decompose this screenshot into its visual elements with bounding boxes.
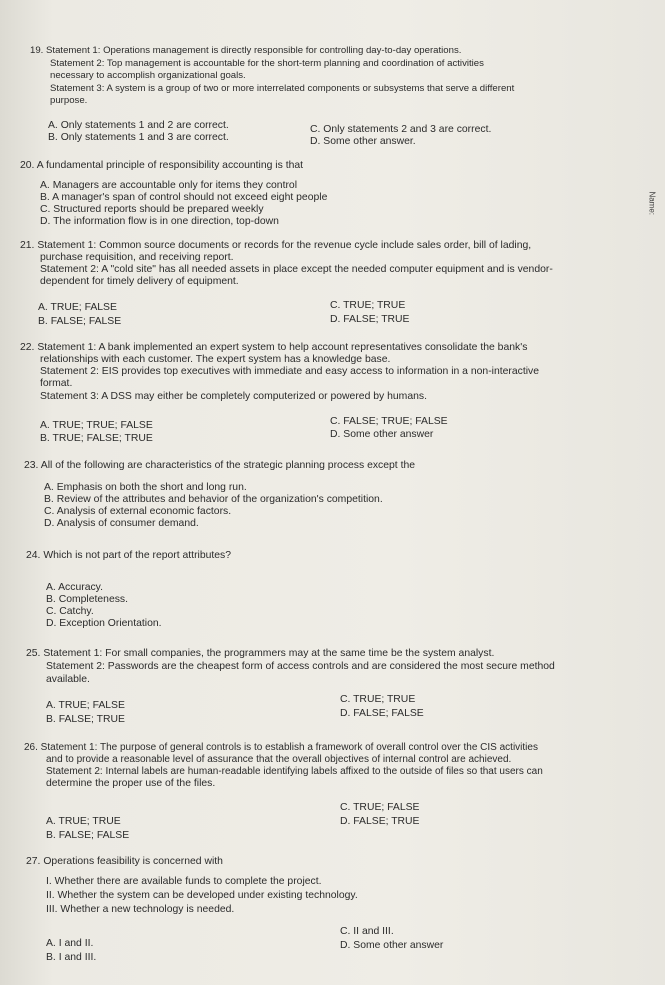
question-24-stem: 24. Which is not part of the report attributes? <box>26 550 232 561</box>
question-20-option-d: D. The information flow is in one direction, top-down <box>40 216 279 227</box>
question-21-option-c: C. TRUE; TRUE <box>330 300 406 311</box>
question-22-line-2: relationships with each customer. The expert system has a knowledge base. <box>40 354 391 365</box>
question-24-option-d: D. Exception Orientation. <box>46 618 162 629</box>
question-19-line-2: Statement 2: Top management is accountable for the short-term planning and coordination of activities <box>50 58 484 69</box>
question-19-line-4: Statement 3: A system is a group of two or more interrelated components or subsystems that serve a different <box>50 83 515 94</box>
question-19-line-3: necessary to accomplish organizational goals. <box>50 70 246 81</box>
question-25-option-d: D. FALSE; FALSE <box>340 708 424 719</box>
question-26-option-a: A. TRUE; TRUE <box>46 816 121 827</box>
question-27-option-d: D. Some other answer <box>340 940 444 951</box>
question-20-option-a: A. Managers are accountable only for items they control <box>40 180 298 191</box>
question-25-option-c: C. TRUE; TRUE <box>340 694 416 705</box>
question-25-line-3: available. <box>46 674 90 685</box>
question-23-option-d: D. Analysis of consumer demand. <box>44 518 199 529</box>
question-25-option-a: A. TRUE; FALSE <box>46 700 125 711</box>
question-22-line-3: Statement 2: EIS provides top executives with immediate and easy access to information in a non-interactive <box>40 366 540 377</box>
question-19-line-1: 19. Statement 1: Operations management is directly responsible for controlling day-to-day operations. <box>30 45 462 56</box>
question-19-option-c: C. Only statements 2 and 3 are correct. <box>310 124 492 135</box>
question-27-item-2: II. Whether the system can be developed under existing technology. <box>46 890 358 901</box>
question-21-option-a: A. TRUE; FALSE <box>38 302 117 313</box>
question-19-option-d: D. Some other answer. <box>310 136 416 147</box>
question-26-line-4: determine the proper use of the files. <box>46 778 216 789</box>
question-27-stem: 27. Operations feasibility is concerned with <box>26 856 223 867</box>
question-25-line-2: Statement 2: Passwords are the cheapest form of access controls and are considered the most secure method <box>46 661 555 672</box>
question-21-line-1: 21. Statement 1: Common source documents or records for the revenue cycle include sales order, bill of lading, <box>20 240 532 251</box>
question-20-option-b: B. A manager's span of control should not exceed eight people <box>40 192 328 203</box>
question-22-line-1: 22. Statement 1: A bank implemented an expert system to help account representatives consolidate the bank's <box>20 342 528 353</box>
question-22-line-4: format. <box>40 378 73 389</box>
question-22-option-b: B. TRUE; FALSE; TRUE <box>40 433 153 444</box>
question-25-line-1: 25. Statement 1: For small companies, the programmers may at the same time be the system analyst. <box>26 648 495 659</box>
question-27-option-b: B. I and III. <box>46 952 97 963</box>
question-21-line-4: dependent for timely delivery of equipment. <box>40 276 239 287</box>
question-22-line-5: Statement 3: A DSS may either be completely computerized or powered by humans. <box>40 391 427 402</box>
question-26-line-2: and to provide a reasonable level of assurance that the overall objectives of internal control are achieved. <box>46 754 512 765</box>
question-26-option-b: B. FALSE; FALSE <box>46 830 130 841</box>
question-19-option-a: A. Only statements 1 and 2 are correct. <box>48 120 229 131</box>
question-24-option-b: B. Completeness. <box>46 594 129 605</box>
question-23-stem: 23. All of the following are characteristics of the strategic planning process except the <box>24 460 416 471</box>
question-26-line-3: Statement 2: Internal labels are human-readable identifying labels affixed to the outside of files so that users can <box>46 766 543 777</box>
question-27-item-1: I. Whether there are available funds to complete the project. <box>46 876 322 887</box>
question-21-line-3: Statement 2: A "cold site" has all needed assets in place except the needed computer equipment and is vendor- <box>40 264 553 275</box>
question-22-option-d: D. Some other answer <box>330 429 434 440</box>
question-22-option-a: A. TRUE; TRUE; FALSE <box>40 420 153 431</box>
question-24-option-a: A. Accuracy. <box>46 582 103 593</box>
question-25-option-b: B. FALSE; TRUE <box>46 714 125 725</box>
question-26-line-1: 26. Statement 1: The purpose of general controls is to establish a framework of overall control over the CIS activities <box>24 742 538 753</box>
question-23-option-b: B. Review of the attributes and behavior of the organization's competition. <box>44 494 383 505</box>
question-21-option-b: B. FALSE; FALSE <box>38 316 122 327</box>
question-27-item-3: III. Whether a new technology is needed. <box>46 904 235 915</box>
question-27-option-c: C. II and III. <box>340 926 394 937</box>
question-23-option-c: C. Analysis of external economic factors. <box>44 506 232 517</box>
question-27-option-a: A. I and II. <box>46 938 94 949</box>
question-22-option-c: C. FALSE; TRUE; FALSE <box>330 416 448 427</box>
question-26-option-d: D. FALSE; TRUE <box>340 816 420 827</box>
question-19-line-5: purpose. <box>50 95 88 106</box>
question-20-stem: 20. A fundamental principle of responsibility accounting is that <box>20 160 304 171</box>
question-21-line-2: purchase requisition, and receiving report. <box>40 252 234 263</box>
question-21-option-d: D. FALSE; TRUE <box>330 314 410 325</box>
question-20-option-c: C. Structured reports should be prepared weekly <box>40 204 264 215</box>
question-24-option-c: C. Catchy. <box>46 606 94 617</box>
question-26-option-c: C. TRUE; FALSE <box>340 802 420 813</box>
question-23-option-a: A. Emphasis on both the short and long run. <box>44 482 247 493</box>
question-19-option-b: B. Only statements 1 and 3 are correct. <box>48 132 229 143</box>
name-field-label: Name: <box>648 191 657 215</box>
